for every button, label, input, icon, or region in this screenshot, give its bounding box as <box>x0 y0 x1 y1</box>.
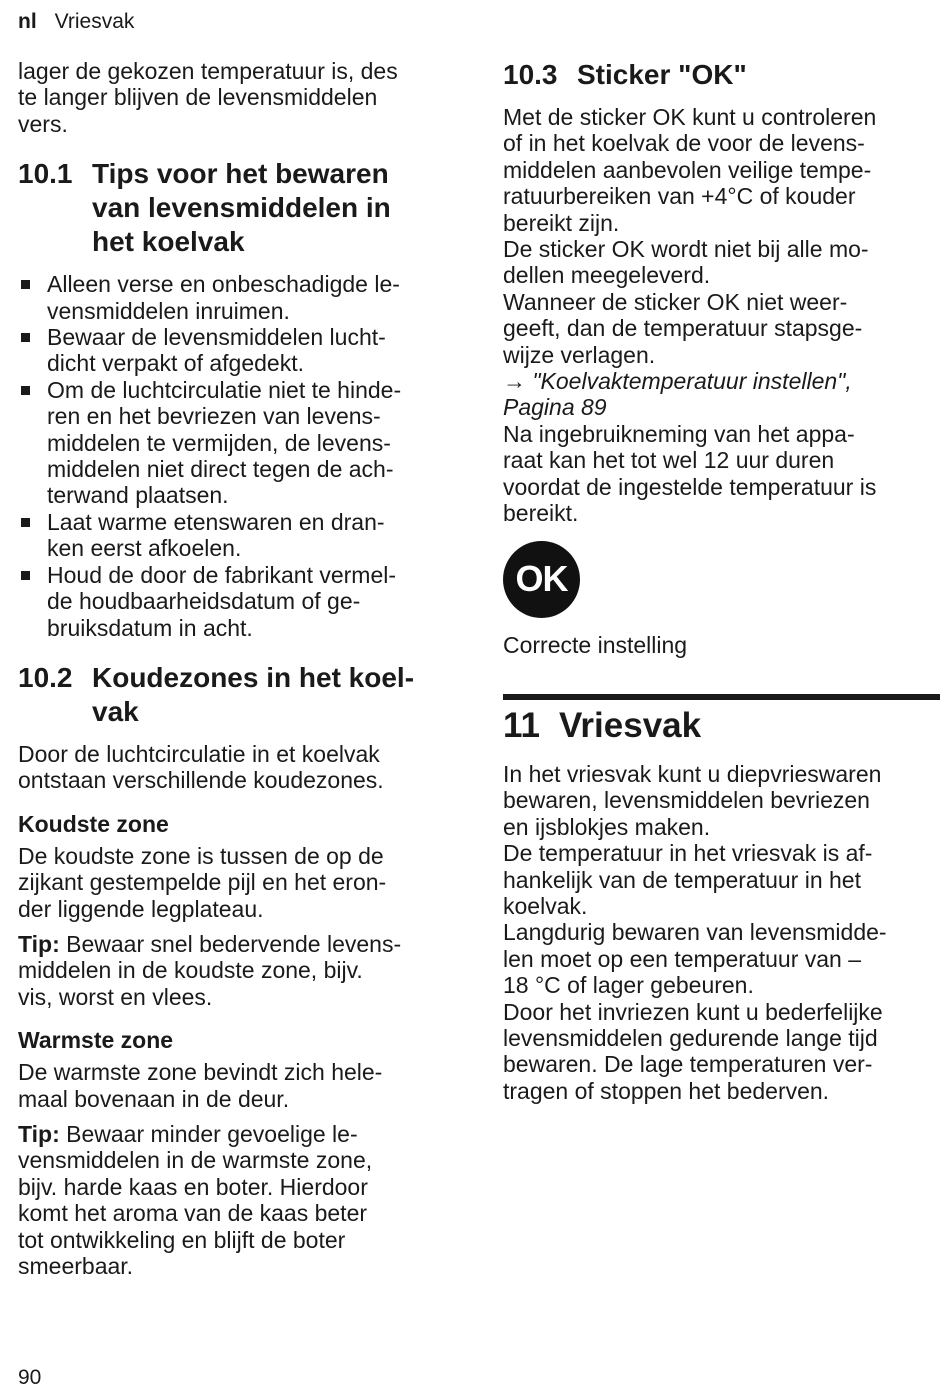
list-item: Houd de door de fabrikant vermel- de houdbaarheidsdatum of ge- bruiksdatum in acht. <box>18 562 463 641</box>
bullet-square-icon <box>21 386 30 395</box>
section-title: Sticker "OK" <box>577 59 747 90</box>
list-item: Bewaar de levensmiddelen lucht- dicht verpakt of afgedekt. <box>18 324 463 377</box>
ok-sticker-icon <box>503 541 580 618</box>
list-item: Laat warme etenswaren en dran- ken eerst afkoelen. <box>18 509 463 562</box>
chapter-title: Vriesvak <box>559 705 702 745</box>
bullet-square-icon <box>21 333 30 342</box>
sticker-paragraph-3: Wanneer de sticker OK niet weer- geeft, dan de temperatuur stapsge- wijze verlagen. <box>503 288 863 368</box>
warmest-zone-heading: Warmste zone <box>18 1027 174 1054</box>
bullet-square-icon <box>21 280 30 289</box>
section-number: 10.2 <box>18 661 73 693</box>
section-number: 10.3 <box>503 59 558 90</box>
intro-paragraph: lager de gekozen temperatuur is, des te langer blijven de levensmiddelen vers. <box>18 58 398 137</box>
language-code: nl <box>18 10 37 33</box>
coldest-zone-tip: Tip: Bewaar snel bedervende levens- middelen in de koudste zone, bijv. vis, worst en vlees. <box>18 930 402 1010</box>
ok-sticker-caption: Correcte instelling <box>503 631 688 658</box>
sticker-paragraph-2: De sticker OK wordt niet bij alle mo- dellen meegeleverd. <box>503 236 869 289</box>
vriesvak-paragraph-3: Langdurig bewaren van levensmidde- len moet op een temperatuur van – 18 °C of lager gebeuren. <box>503 919 887 999</box>
vriesvak-paragraph-4: Door het invriezen kunt u bederfelijke levensmiddelen gedurende lange tijd bewaren. De lage temperaturen ver- tragen of stoppen het bederven. <box>503 998 883 1104</box>
section-10-1-heading <box>18 157 463 259</box>
tip-label: Tip: <box>18 930 60 957</box>
list-item: Om de luchtcirculatie niet te hinde- ren en het bevriezen van levens- middelen te vermijden, de levens- middelen niet direct tegen de ach- terwand plaatsen. <box>18 377 463 509</box>
tips-list <box>18 271 463 641</box>
bullet-square-icon <box>21 571 30 580</box>
coldest-zone-text: De koudste zone is tussen de op de zijkant gestempelde pijl en het eron- der liggende legplateau. <box>18 842 387 922</box>
coldest-zone-heading: Koudste zone <box>18 810 169 837</box>
page-number: 90 <box>18 1366 42 1389</box>
list-item: Alleen verse en onbeschadigde le- vensmiddelen inruimen. <box>18 271 463 324</box>
koudezones-intro: Door de luchtcirculatie in et koelvak ontstaan verschillende koudezones. <box>18 740 384 794</box>
cross-reference-link[interactable]: → "Koelvaktemperatuur instellen", Pagina 89 <box>503 368 852 421</box>
warmest-zone-tip: Tip: Bewaar minder gevoelige le- vensmiddelen in de warmste zone, bijv. harde kaas en boter. Hierdoor komt het aroma van de kaas beter tot ontwikkeling en blijft de boter smeerbaar. <box>18 1120 373 1279</box>
chapter-number: 11 <box>503 705 540 745</box>
ok-sticker-label: OK <box>515 558 568 599</box>
chapter-divider <box>503 694 940 700</box>
right-column <box>503 58 940 1104</box>
warmest-zone-text: De warmste zone bevindt zich hele- maal bovenaan in de deur. <box>18 1059 383 1112</box>
section-title: Tips voor het bewaren van levensmiddelen in het koelvak <box>92 158 391 258</box>
running-header <box>18 9 134 35</box>
section-10-3-heading <box>503 58 940 92</box>
vriesvak-paragraph-2: De temperatuur in het vriesvak is af- hankelijk van de temperatuur in het koelvak. <box>503 840 873 919</box>
header-section-title: Vriesvak <box>54 10 135 33</box>
bullet-square-icon <box>21 518 30 527</box>
arrow-right-icon: → <box>503 368 526 395</box>
sticker-paragraph-4: Na ingebruikneming van het appa- raat kan het tot wel 12 uur duren voordat de ingestelde temperatuur is bereikt. <box>503 420 877 527</box>
section-10-2-heading <box>18 661 463 729</box>
section-title: Koudezones in het koel- vak <box>92 661 415 727</box>
chapter-11-heading <box>503 705 940 747</box>
sticker-paragraph-1: Met de sticker OK kunt u controleren of in het koelvak de voor de levens- middelen aanbevolen veilige tempe- ratuurbereiken van +4°C of kouder bereikt zijn. <box>503 104 877 236</box>
tip-label: Tip: <box>18 1120 60 1147</box>
vriesvak-paragraph-1: In het vriesvak kunt u diepvrieswaren bewaren, levensmiddelen bevriezen en ijsblokjes maken. <box>503 760 882 840</box>
left-column <box>18 58 463 1279</box>
section-number: 10.1 <box>18 158 73 190</box>
